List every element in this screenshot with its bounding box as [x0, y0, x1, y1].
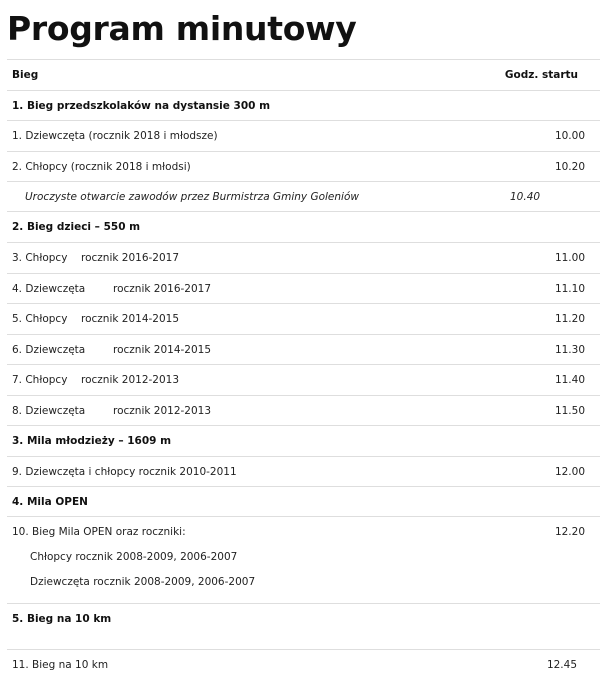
table-row	[7, 517, 600, 603]
section-row	[7, 603, 600, 649]
table-row	[7, 456, 600, 486]
row-sub: rocznik 2012-2013	[81, 374, 180, 386]
row-time: 10.00	[554, 130, 585, 142]
table-row	[7, 120, 600, 151]
row-time: 11.40	[554, 374, 585, 386]
row-sub-line: Dziewczęta rocznik 2008-2009, 2006-2007	[30, 576, 256, 588]
section-row	[7, 425, 600, 456]
section-row	[7, 90, 600, 120]
schedule-table	[7, 59, 600, 678]
row-sub: rocznik 2014-2015	[113, 344, 212, 356]
row-time: 11.20	[554, 313, 585, 325]
opening-ceremony-row	[7, 181, 600, 211]
row-label: 11. Bieg na 10 km	[12, 659, 109, 671]
row-label: 4. Dziewczęta	[12, 283, 86, 295]
section-row	[7, 486, 600, 517]
table-row	[7, 334, 600, 364]
row-label: 9. Dziewczęta i chłopcy rocznik 2010-2011	[12, 466, 237, 478]
row-sub: rocznik 2016-2017	[113, 283, 212, 295]
row-label: 6. Dziewczęta	[12, 344, 86, 356]
table-row	[7, 395, 600, 425]
table-header	[7, 59, 600, 90]
row-sub-line: Chłopcy rocznik 2008-2009, 2006-2007	[30, 551, 238, 563]
row-sub: rocznik 2016-2017	[81, 252, 180, 264]
row-label: Uroczyste otwarcie zawodów przez Burmistrza Gminy Goleniów	[25, 191, 359, 203]
section-label: 4. Mila OPEN	[12, 496, 88, 508]
row-sub: rocznik 2014-2015	[81, 313, 180, 325]
row-label: 3. Chłopcy	[12, 252, 68, 264]
section-label: 3. Mila młodzieży – 1609 m	[12, 435, 172, 447]
row-label: 7. Chłopcy	[12, 374, 68, 386]
row-time: 12.45	[546, 659, 577, 671]
row-time: 10.20	[554, 161, 585, 173]
row-time: 11.10	[554, 283, 585, 295]
row-time: 12.00	[554, 466, 585, 478]
row-time: 11.30	[554, 344, 585, 356]
row-label: 2. Chłopcy (rocznik 2018 i młodsi)	[12, 161, 191, 173]
row-sub: rocznik 2012-2013	[113, 405, 212, 417]
row-label: 10. Bieg Mila OPEN oraz roczniki:	[12, 526, 186, 538]
row-time: 11.50	[554, 405, 585, 417]
header-bieg: Bieg	[12, 69, 39, 81]
table-row	[7, 649, 600, 678]
row-time: 10.40	[510, 191, 541, 203]
section-label: 5. Bieg na 10 km	[12, 613, 112, 625]
row-label: 1. Dziewczęta (rocznik 2018 i młodsze)	[12, 130, 218, 142]
row-time: 12.20	[554, 526, 585, 538]
row-label: 5. Chłopcy	[12, 313, 68, 325]
table-row	[7, 303, 600, 334]
row-label: 8. Dziewczęta	[12, 405, 86, 417]
table-row	[7, 273, 600, 303]
section-label: 1. Bieg przedszkolaków na dystansie 300 m	[12, 100, 271, 112]
page-title: Program minutowy	[7, 9, 357, 48]
section-row	[7, 211, 600, 242]
header-godz-startu: Godz. startu	[504, 69, 578, 81]
section-label: 2. Bieg dzieci – 550 m	[12, 221, 141, 233]
table-row	[7, 242, 600, 273]
table-row	[7, 151, 600, 181]
row-time: 11.00	[554, 252, 585, 264]
table-row	[7, 364, 600, 395]
